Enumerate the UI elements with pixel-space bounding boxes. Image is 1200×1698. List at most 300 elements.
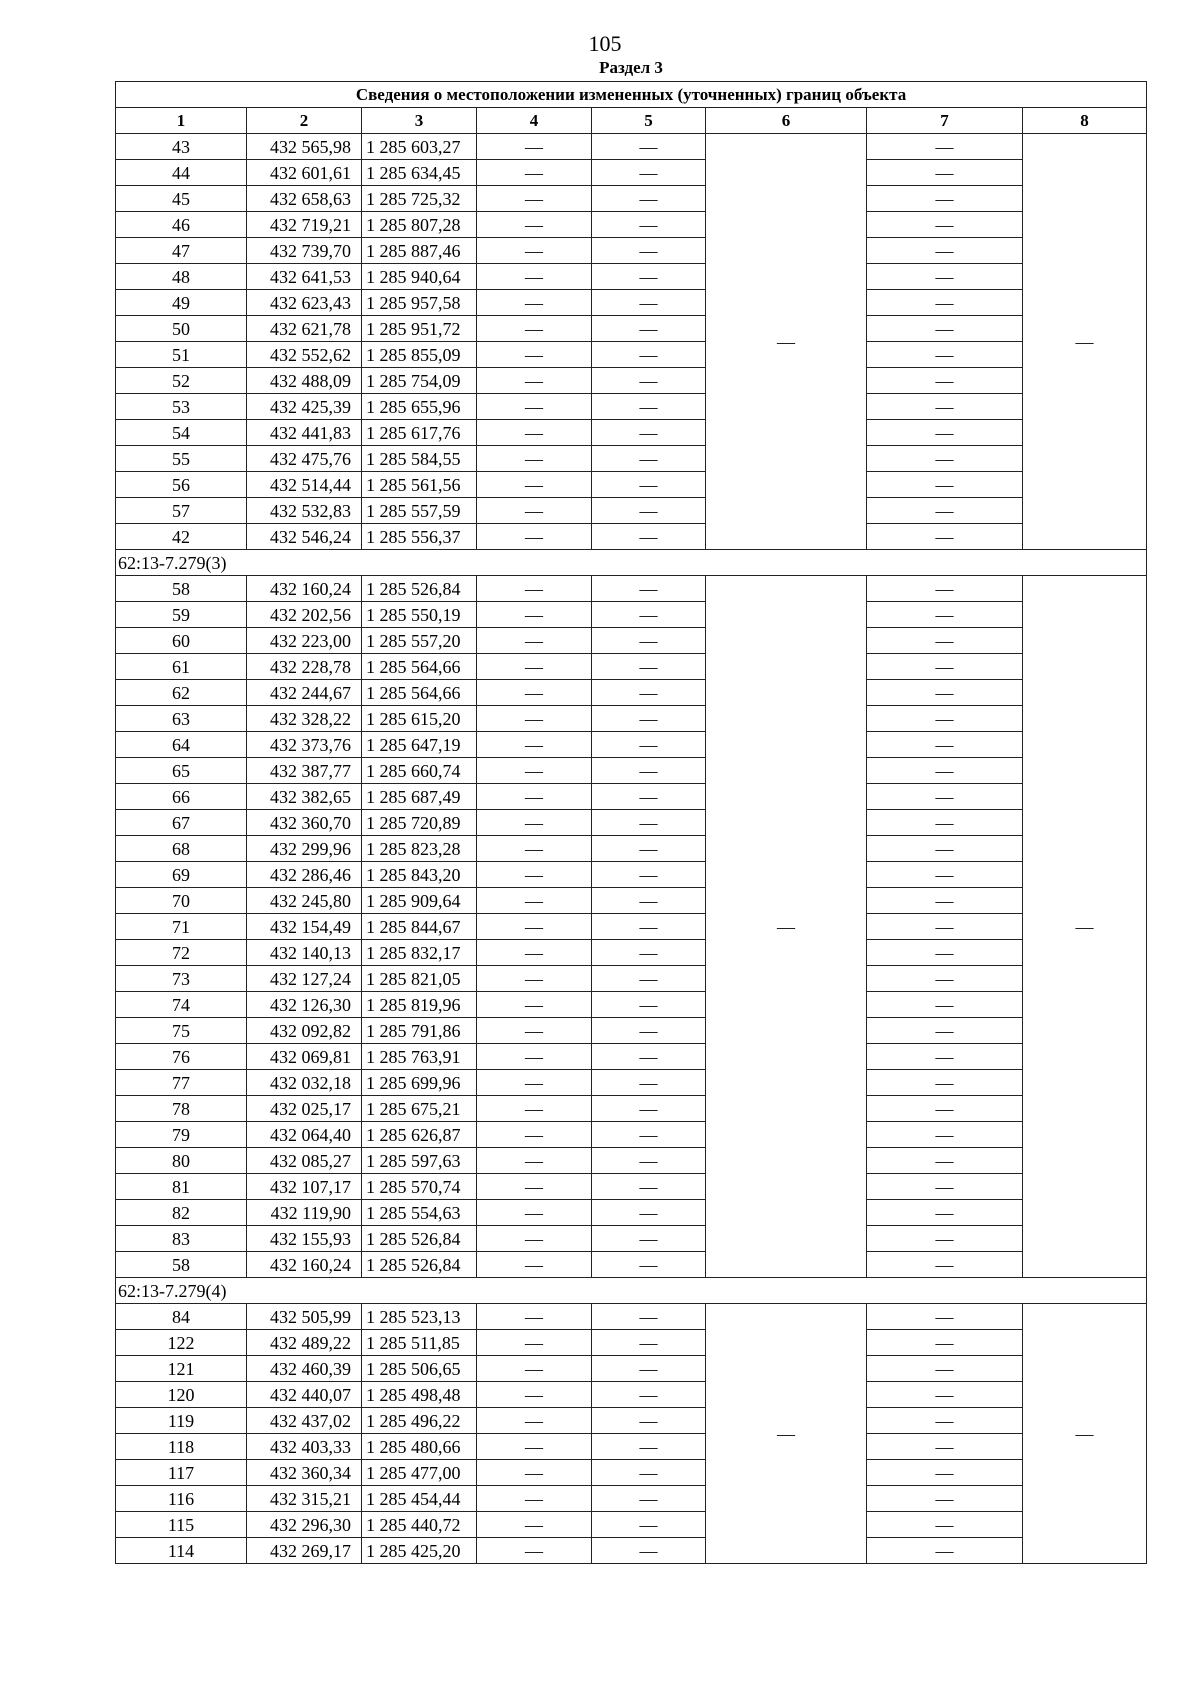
col7-cell: —	[867, 524, 1023, 550]
col5-cell: —	[592, 1018, 706, 1044]
col4-cell: —	[477, 394, 592, 420]
col7-cell: —	[867, 706, 1023, 732]
coordinate-y-cell: 1 285 603,27	[362, 134, 477, 160]
point-number-cell: 65	[116, 758, 247, 784]
col5-cell: —	[592, 1408, 706, 1434]
table-row	[116, 1408, 1147, 1434]
col4-cell: —	[477, 1070, 592, 1096]
col8-merged-cell: —	[1023, 134, 1147, 550]
point-number-cell: 117	[116, 1460, 247, 1486]
col5-cell: —	[592, 498, 706, 524]
col5-cell: —	[592, 940, 706, 966]
table-row	[116, 524, 1147, 550]
col5-cell: —	[592, 524, 706, 550]
point-number-cell: 116	[116, 1486, 247, 1512]
coordinate-x-cell: 432 228,78	[247, 654, 362, 680]
col7-cell: —	[867, 1486, 1023, 1512]
coordinate-x-cell: 432 126,30	[247, 992, 362, 1018]
col4-cell: —	[477, 1382, 592, 1408]
table-row	[116, 342, 1147, 368]
col7-cell: —	[867, 680, 1023, 706]
point-number-cell: 67	[116, 810, 247, 836]
coordinate-y-cell: 1 285 843,20	[362, 862, 477, 888]
table-row	[116, 1434, 1147, 1460]
coordinate-x-cell: 432 552,62	[247, 342, 362, 368]
col4-cell: —	[477, 264, 592, 290]
col7-cell: —	[867, 160, 1023, 186]
group-label-row	[116, 550, 1147, 576]
col5-cell: —	[592, 1460, 706, 1486]
point-number-cell: 64	[116, 732, 247, 758]
coordinate-x-cell: 432 623,43	[247, 290, 362, 316]
coordinate-x-cell: 432 488,09	[247, 368, 362, 394]
column-header: 4	[477, 108, 592, 134]
table-row	[116, 212, 1147, 238]
coordinate-y-cell: 1 285 557,20	[362, 628, 477, 654]
coordinate-x-cell: 432 565,98	[247, 134, 362, 160]
group-label-row	[116, 1278, 1147, 1304]
coordinate-y-cell: 1 285 550,19	[362, 602, 477, 628]
col7-cell: —	[867, 1330, 1023, 1356]
coordinate-y-cell: 1 285 823,28	[362, 836, 477, 862]
col7-cell: —	[867, 1512, 1023, 1538]
point-number-cell: 52	[116, 368, 247, 394]
table-row	[116, 1512, 1147, 1538]
col7-cell: —	[867, 1070, 1023, 1096]
table-row	[116, 1304, 1147, 1330]
point-number-cell: 80	[116, 1148, 247, 1174]
coordinate-x-cell: 432 296,30	[247, 1512, 362, 1538]
coordinate-x-cell: 432 546,24	[247, 524, 362, 550]
table-row	[116, 186, 1147, 212]
point-number-cell: 122	[116, 1330, 247, 1356]
coordinate-x-cell: 432 460,39	[247, 1356, 362, 1382]
col7-cell: —	[867, 342, 1023, 368]
col5-cell: —	[592, 810, 706, 836]
column-header: 5	[592, 108, 706, 134]
point-number-cell: 55	[116, 446, 247, 472]
col6-merged-cell: —	[706, 1304, 867, 1564]
coordinate-y-cell: 1 285 564,66	[362, 680, 477, 706]
col5-cell: —	[592, 576, 706, 602]
coordinate-y-cell: 1 285 526,84	[362, 1226, 477, 1252]
col7-cell: —	[867, 290, 1023, 316]
col4-cell: —	[477, 628, 592, 654]
coordinate-y-cell: 1 285 556,37	[362, 524, 477, 550]
coordinate-x-cell: 432 269,17	[247, 1538, 362, 1564]
coordinate-y-cell: 1 285 557,59	[362, 498, 477, 524]
table-row	[116, 1226, 1147, 1252]
point-number-cell: 114	[116, 1538, 247, 1564]
coordinate-x-cell: 432 382,65	[247, 784, 362, 810]
table-row	[116, 1018, 1147, 1044]
table-row	[116, 1460, 1147, 1486]
col4-cell: —	[477, 888, 592, 914]
point-number-cell: 61	[116, 654, 247, 680]
col7-cell: —	[867, 1382, 1023, 1408]
col5-cell: —	[592, 836, 706, 862]
coordinate-x-cell: 432 475,76	[247, 446, 362, 472]
table-row	[116, 472, 1147, 498]
col7-cell: —	[867, 888, 1023, 914]
table-row	[116, 628, 1147, 654]
coordinate-y-cell: 1 285 821,05	[362, 966, 477, 992]
point-number-cell: 78	[116, 1096, 247, 1122]
coordinate-x-cell: 432 140,13	[247, 940, 362, 966]
col7-cell: —	[867, 472, 1023, 498]
point-number-cell: 53	[116, 394, 247, 420]
coordinate-x-cell: 432 621,78	[247, 316, 362, 342]
point-number-cell: 62	[116, 680, 247, 706]
coordinate-y-cell: 1 285 675,21	[362, 1096, 477, 1122]
coordinate-y-cell: 1 285 477,00	[362, 1460, 477, 1486]
col6-merged-cell: —	[706, 576, 867, 1278]
point-number-cell: 75	[116, 1018, 247, 1044]
col4-cell: —	[477, 966, 592, 992]
point-number-cell: 59	[116, 602, 247, 628]
coordinate-x-cell: 432 425,39	[247, 394, 362, 420]
coordinate-x-cell: 432 437,02	[247, 1408, 362, 1434]
col7-cell: —	[867, 394, 1023, 420]
coordinate-x-cell: 432 244,67	[247, 680, 362, 706]
coordinate-y-cell: 1 285 570,74	[362, 1174, 477, 1200]
table-row	[116, 732, 1147, 758]
table-row	[116, 784, 1147, 810]
col7-cell: —	[867, 784, 1023, 810]
col4-cell: —	[477, 1174, 592, 1200]
col4-cell: —	[477, 862, 592, 888]
table-row	[116, 992, 1147, 1018]
coordinate-x-cell: 432 489,22	[247, 1330, 362, 1356]
col5-cell: —	[592, 1200, 706, 1226]
coordinate-y-cell: 1 285 725,32	[362, 186, 477, 212]
col5-cell: —	[592, 966, 706, 992]
col5-cell: —	[592, 758, 706, 784]
coordinate-x-cell: 432 440,07	[247, 1382, 362, 1408]
table-row	[116, 706, 1147, 732]
coordinate-x-cell: 432 328,22	[247, 706, 362, 732]
coordinate-y-cell: 1 285 511,85	[362, 1330, 477, 1356]
col7-cell: —	[867, 1148, 1023, 1174]
point-number-cell: 120	[116, 1382, 247, 1408]
table-row	[116, 446, 1147, 472]
table-row	[116, 1070, 1147, 1096]
point-number-cell: 58	[116, 1252, 247, 1278]
point-number-cell: 79	[116, 1122, 247, 1148]
col4-cell: —	[477, 290, 592, 316]
col4-cell: —	[477, 732, 592, 758]
col4-cell: —	[477, 1122, 592, 1148]
point-number-cell: 54	[116, 420, 247, 446]
page-number: 105	[588, 31, 622, 56]
coordinate-y-cell: 1 285 940,64	[362, 264, 477, 290]
table-row	[116, 1148, 1147, 1174]
coordinate-x-cell: 432 154,49	[247, 914, 362, 940]
col7-cell: —	[867, 1408, 1023, 1434]
table-row	[116, 1122, 1147, 1148]
point-number-cell: 76	[116, 1044, 247, 1070]
table-row	[116, 810, 1147, 836]
table-row	[116, 888, 1147, 914]
col5-cell: —	[592, 1512, 706, 1538]
col8-merged-cell: —	[1023, 576, 1147, 1278]
coordinate-y-cell: 1 285 584,55	[362, 446, 477, 472]
col4-cell: —	[477, 836, 592, 862]
coordinate-y-cell: 1 285 844,67	[362, 914, 477, 940]
coordinate-y-cell: 1 285 647,19	[362, 732, 477, 758]
col7-cell: —	[867, 576, 1023, 602]
table-row	[116, 836, 1147, 862]
point-number-cell: 58	[116, 576, 247, 602]
table-row	[116, 602, 1147, 628]
coordinate-y-cell: 1 285 597,63	[362, 1148, 477, 1174]
coordinate-x-cell: 432 127,24	[247, 966, 362, 992]
coordinate-y-cell: 1 285 687,49	[362, 784, 477, 810]
coordinate-x-cell: 432 119,90	[247, 1200, 362, 1226]
col4-cell: —	[477, 316, 592, 342]
col4-cell: —	[477, 1486, 592, 1512]
col4-cell: —	[477, 368, 592, 394]
table-row	[116, 264, 1147, 290]
coordinate-x-cell: 432 601,61	[247, 160, 362, 186]
col7-cell: —	[867, 1252, 1023, 1278]
col7-cell: —	[867, 940, 1023, 966]
coordinate-y-cell: 1 285 440,72	[362, 1512, 477, 1538]
table-row	[116, 498, 1147, 524]
col4-cell: —	[477, 784, 592, 810]
col5-cell: —	[592, 732, 706, 758]
table-row	[116, 1044, 1147, 1070]
col5-cell: —	[592, 420, 706, 446]
col5-cell: —	[592, 1356, 706, 1382]
coordinate-y-cell: 1 285 763,91	[362, 1044, 477, 1070]
coordinate-y-cell: 1 285 564,66	[362, 654, 477, 680]
table-row	[116, 1382, 1147, 1408]
coordinate-y-cell: 1 285 626,87	[362, 1122, 477, 1148]
col5-cell: —	[592, 1486, 706, 1512]
col6-merged-cell: —	[706, 134, 867, 550]
table-row	[116, 1252, 1147, 1278]
col4-cell: —	[477, 1330, 592, 1356]
point-number-cell: 47	[116, 238, 247, 264]
point-number-cell: 50	[116, 316, 247, 342]
col5-cell: —	[592, 472, 706, 498]
coordinate-y-cell: 1 285 720,89	[362, 810, 477, 836]
col4-cell: —	[477, 160, 592, 186]
coordinate-y-cell: 1 285 819,96	[362, 992, 477, 1018]
point-number-cell: 57	[116, 498, 247, 524]
col5-cell: —	[592, 342, 706, 368]
col5-cell: —	[592, 290, 706, 316]
point-number-cell: 71	[116, 914, 247, 940]
coordinate-x-cell: 432 155,93	[247, 1226, 362, 1252]
section-title: Раздел 3	[599, 58, 663, 77]
coordinate-y-cell: 1 285 454,44	[362, 1486, 477, 1512]
group-label: 62:13-7.279(3)	[116, 550, 1147, 576]
point-number-cell: 46	[116, 212, 247, 238]
col5-cell: —	[592, 394, 706, 420]
col4-cell: —	[477, 1434, 592, 1460]
point-number-cell: 51	[116, 342, 247, 368]
col4-cell: —	[477, 1044, 592, 1070]
col7-cell: —	[867, 810, 1023, 836]
col8-merged-cell: —	[1023, 1304, 1147, 1564]
coordinate-x-cell: 432 441,83	[247, 420, 362, 446]
coordinate-x-cell: 432 092,82	[247, 1018, 362, 1044]
col5-cell: —	[592, 602, 706, 628]
col7-cell: —	[867, 186, 1023, 212]
column-header: 3	[362, 108, 477, 134]
col7-cell: —	[867, 1226, 1023, 1252]
col5-cell: —	[592, 1226, 706, 1252]
point-number-cell: 73	[116, 966, 247, 992]
col4-cell: —	[477, 654, 592, 680]
col4-cell: —	[477, 576, 592, 602]
point-number-cell: 43	[116, 134, 247, 160]
table-row	[116, 1096, 1147, 1122]
col5-cell: —	[592, 862, 706, 888]
col5-cell: —	[592, 1122, 706, 1148]
coordinate-y-cell: 1 285 855,09	[362, 342, 477, 368]
col5-cell: —	[592, 1538, 706, 1564]
point-number-cell: 66	[116, 784, 247, 810]
col5-cell: —	[592, 446, 706, 472]
col7-cell: —	[867, 1356, 1023, 1382]
col4-cell: —	[477, 472, 592, 498]
col4-cell: —	[477, 1538, 592, 1564]
col7-cell: —	[867, 862, 1023, 888]
table-row	[116, 862, 1147, 888]
coordinate-y-cell: 1 285 754,09	[362, 368, 477, 394]
col4-cell: —	[477, 1460, 592, 1486]
col5-cell: —	[592, 706, 706, 732]
col4-cell: —	[477, 1512, 592, 1538]
col5-cell: —	[592, 134, 706, 160]
table-row	[116, 368, 1147, 394]
point-number-cell: 70	[116, 888, 247, 914]
col7-cell: —	[867, 628, 1023, 654]
point-number-cell: 74	[116, 992, 247, 1018]
col5-cell: —	[592, 1148, 706, 1174]
coordinate-y-cell: 1 285 832,17	[362, 940, 477, 966]
coordinate-y-cell: 1 285 498,48	[362, 1382, 477, 1408]
point-number-cell: 45	[116, 186, 247, 212]
coordinate-x-cell: 432 360,34	[247, 1460, 362, 1486]
coordinate-y-cell: 1 285 425,20	[362, 1538, 477, 1564]
col5-cell: —	[592, 212, 706, 238]
col4-cell: —	[477, 446, 592, 472]
col5-cell: —	[592, 1382, 706, 1408]
col4-cell: —	[477, 1200, 592, 1226]
table-row	[116, 680, 1147, 706]
col4-cell: —	[477, 186, 592, 212]
table-row	[116, 1200, 1147, 1226]
point-number-cell: 77	[116, 1070, 247, 1096]
col7-cell: —	[867, 212, 1023, 238]
table-row	[116, 394, 1147, 420]
coordinate-x-cell: 432 223,00	[247, 628, 362, 654]
col5-cell: —	[592, 888, 706, 914]
col5-cell: —	[592, 186, 706, 212]
col7-cell: —	[867, 914, 1023, 940]
point-number-cell: 82	[116, 1200, 247, 1226]
col4-cell: —	[477, 420, 592, 446]
coordinate-x-cell: 432 658,63	[247, 186, 362, 212]
col5-cell: —	[592, 914, 706, 940]
col5-cell: —	[592, 628, 706, 654]
coordinate-x-cell: 432 641,53	[247, 264, 362, 290]
table-row	[116, 758, 1147, 784]
col5-cell: —	[592, 316, 706, 342]
col7-cell: —	[867, 1122, 1023, 1148]
col7-cell: —	[867, 654, 1023, 680]
coordinate-x-cell: 432 373,76	[247, 732, 362, 758]
col4-cell: —	[477, 680, 592, 706]
coordinate-y-cell: 1 285 887,46	[362, 238, 477, 264]
point-number-cell: 83	[116, 1226, 247, 1252]
col7-cell: —	[867, 134, 1023, 160]
col7-cell: —	[867, 1044, 1023, 1070]
table-caption: Сведения о местоположении измененных (уточненных) границ объекта	[116, 82, 1147, 108]
col5-cell: —	[592, 1252, 706, 1278]
coordinate-y-cell: 1 285 634,45	[362, 160, 477, 186]
table-row	[116, 238, 1147, 264]
col7-cell: —	[867, 368, 1023, 394]
coordinate-x-cell: 432 505,99	[247, 1304, 362, 1330]
coordinate-x-cell: 432 360,70	[247, 810, 362, 836]
coordinate-x-cell: 432 739,70	[247, 238, 362, 264]
table-row	[116, 160, 1147, 186]
table-row	[116, 134, 1147, 160]
col5-cell: —	[592, 1174, 706, 1200]
point-number-cell: 115	[116, 1512, 247, 1538]
col7-cell: —	[867, 966, 1023, 992]
col4-cell: —	[477, 706, 592, 732]
point-number-cell: 49	[116, 290, 247, 316]
col5-cell: —	[592, 238, 706, 264]
coordinate-x-cell: 432 387,77	[247, 758, 362, 784]
col7-cell: —	[867, 498, 1023, 524]
coordinate-y-cell: 1 285 909,64	[362, 888, 477, 914]
group-label: 62:13-7.279(4)	[116, 1278, 1147, 1304]
col7-cell: —	[867, 1538, 1023, 1564]
coordinate-x-cell: 432 514,44	[247, 472, 362, 498]
col5-cell: —	[592, 1330, 706, 1356]
coordinate-y-cell: 1 285 496,22	[362, 1408, 477, 1434]
coordinate-x-cell: 432 160,24	[247, 576, 362, 602]
coordinate-y-cell: 1 285 807,28	[362, 212, 477, 238]
coordinate-y-cell: 1 285 791,86	[362, 1018, 477, 1044]
col5-cell: —	[592, 1044, 706, 1070]
column-header-row	[116, 108, 1147, 134]
point-number-cell: 119	[116, 1408, 247, 1434]
table-row	[116, 1538, 1147, 1564]
table-row	[116, 576, 1147, 602]
coordinate-y-cell: 1 285 480,66	[362, 1434, 477, 1460]
col4-cell: —	[477, 758, 592, 784]
col7-cell: —	[867, 602, 1023, 628]
coordinate-y-cell: 1 285 523,13	[362, 1304, 477, 1330]
table-row	[116, 290, 1147, 316]
point-number-cell: 68	[116, 836, 247, 862]
col4-cell: —	[477, 498, 592, 524]
coordinate-x-cell: 432 532,83	[247, 498, 362, 524]
col4-cell: —	[477, 1226, 592, 1252]
col5-cell: —	[592, 784, 706, 810]
col5-cell: —	[592, 1070, 706, 1096]
point-number-cell: 81	[116, 1174, 247, 1200]
column-header: 2	[247, 108, 362, 134]
